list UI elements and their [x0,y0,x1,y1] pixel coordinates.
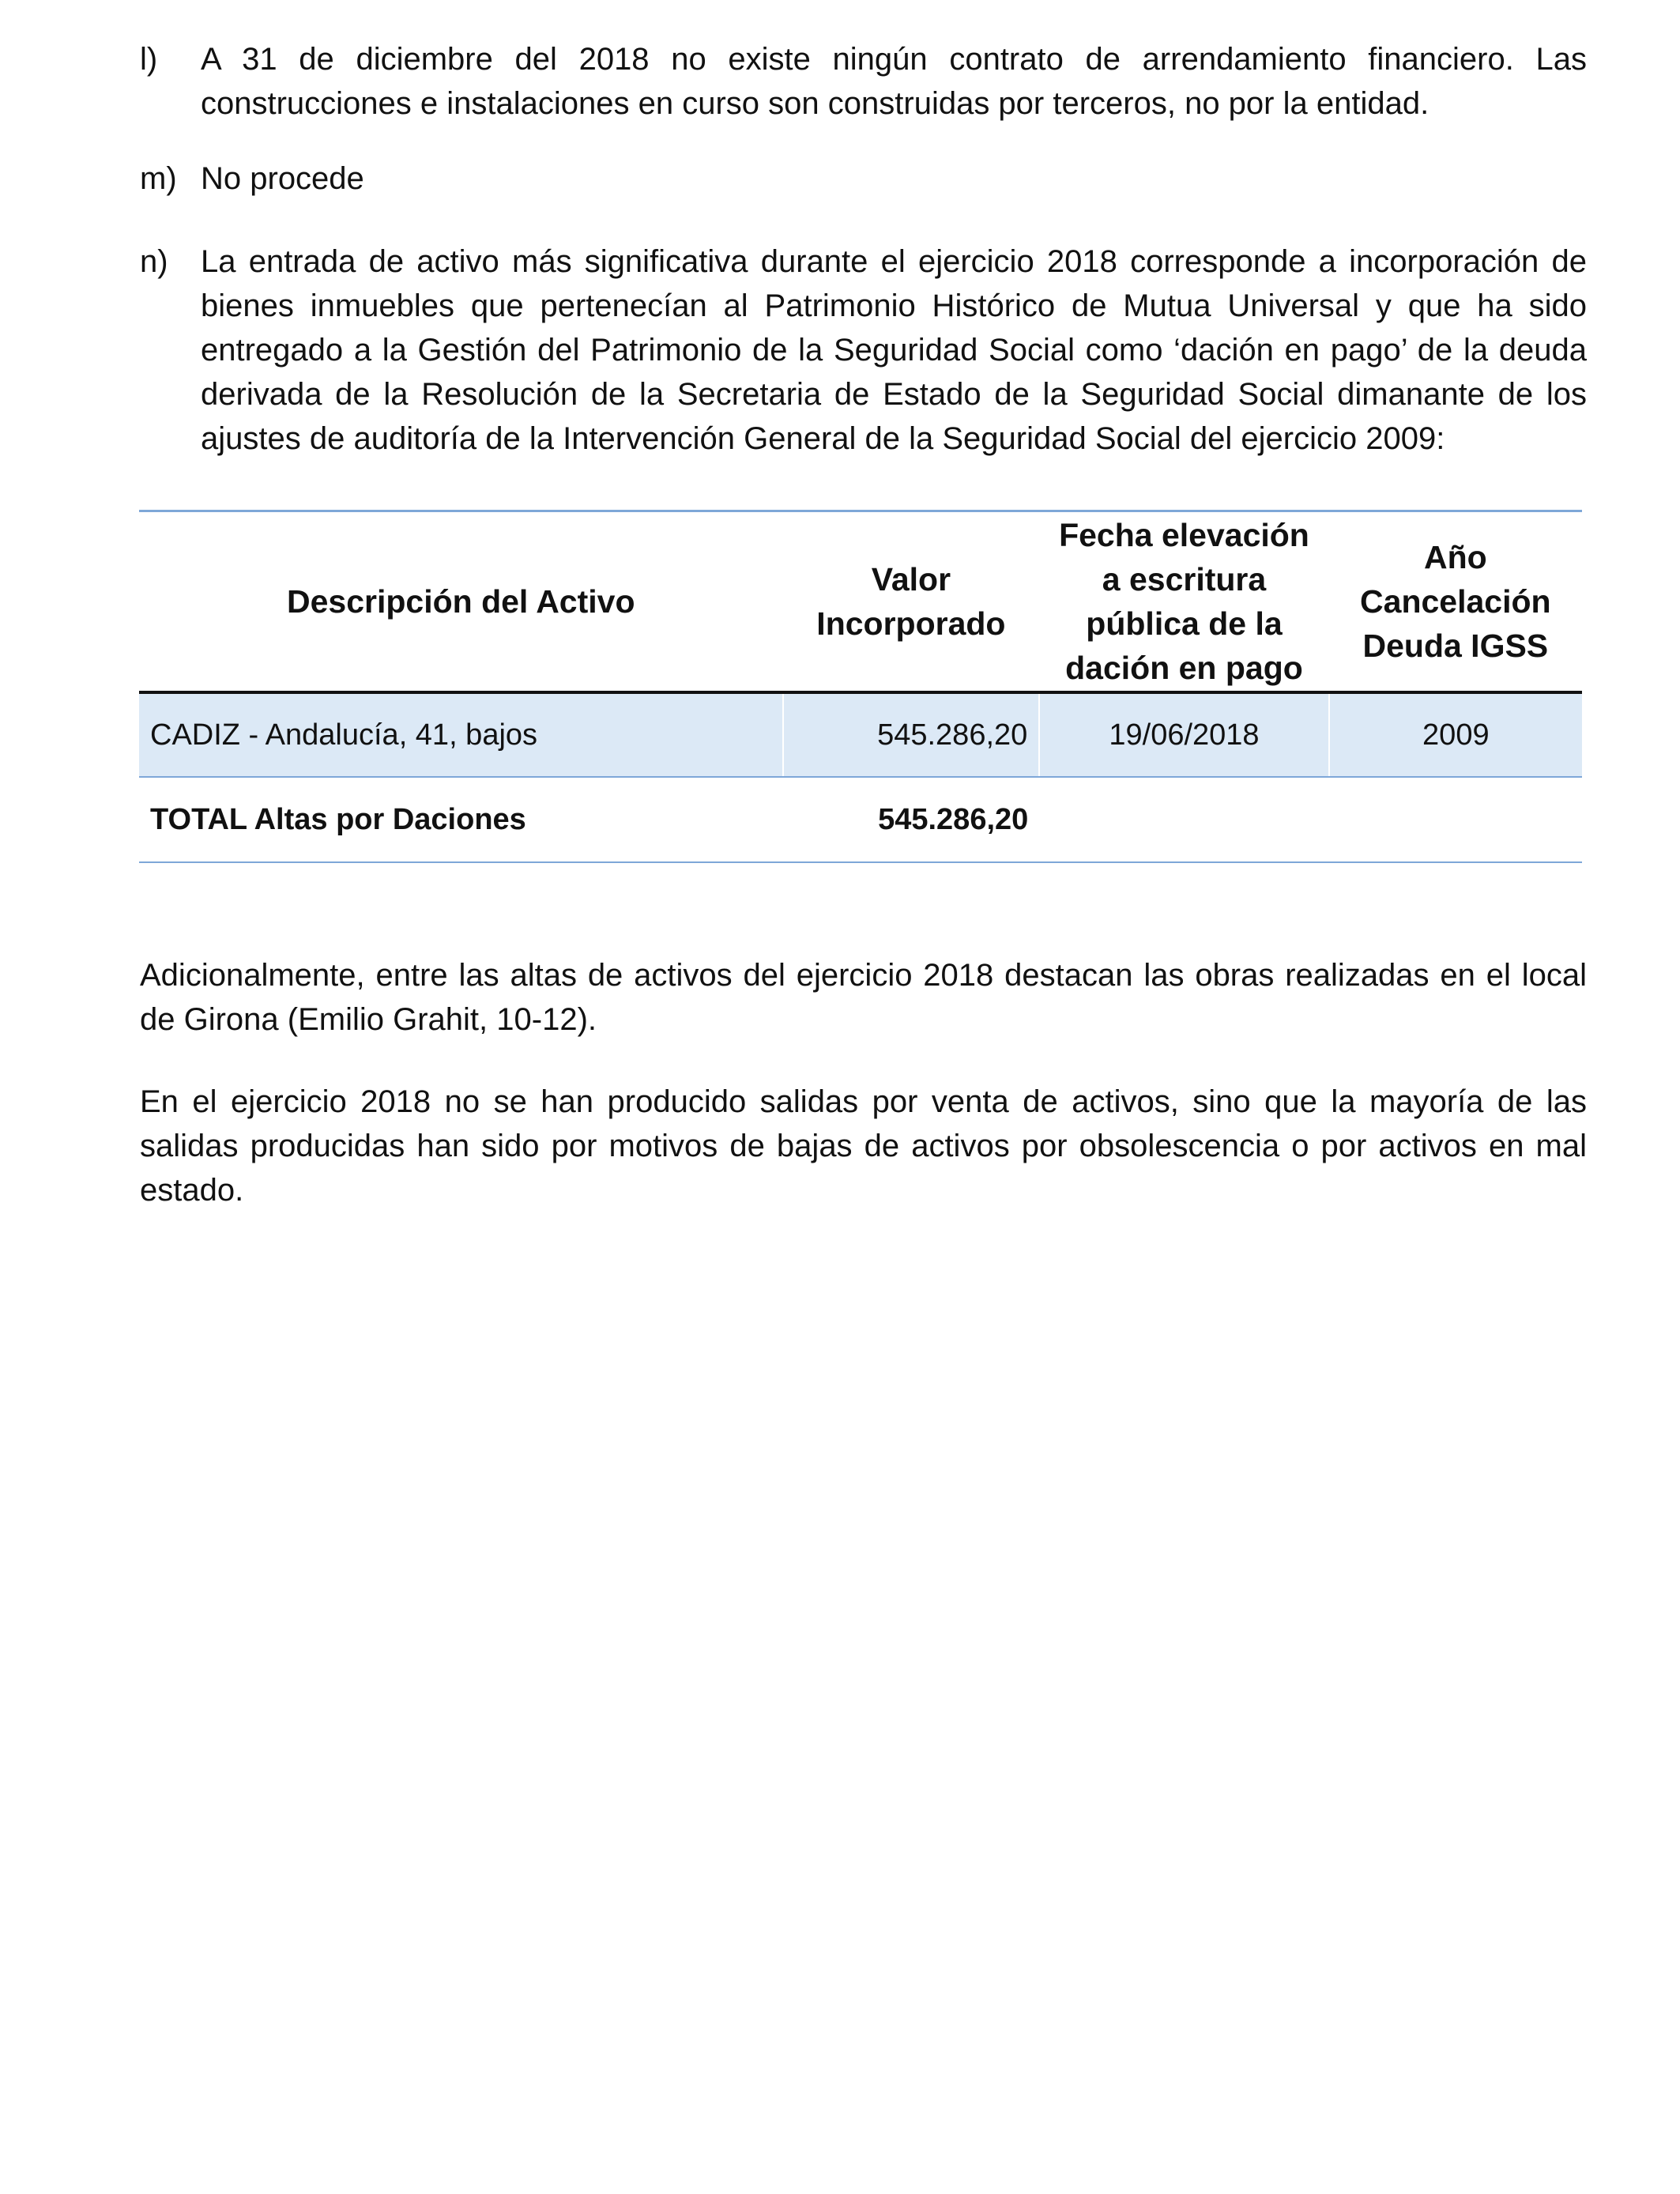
total-empty-year [1329,777,1582,862]
header-description: Descripción del Activo [139,511,783,693]
list-item-text: La entrada de activo más significativa durante el ejercicio 2018 corresponde a incorporación de bienes inmuebles que pertenecían al Patrimonio Histórico de Mutua Universal y que ha sido entregado a la Gestión del Patrimonio de la Seguridad Social como ‘dación en pago’ de la deuda derivada de la Resolución de la Secretaria de Estado de la Seguridad Social dimanante de los ajustes de auditoría de la Intervención General de la Seguridad Social del ejercicio 2009: [201,244,1587,456]
table-row [139,692,1582,777]
cell-date: 19/06/2018 [1039,692,1328,777]
cell-year: 2009 [1329,692,1582,777]
list-item-n [140,239,1587,461]
total-label: TOTAL Altas por Daciones [139,777,783,862]
list-marker: l) [140,42,158,77]
list-marker: n) [140,244,168,279]
header-value: Valor Incorporado [783,511,1040,693]
cell-description: CADIZ - Andalucía, 41, bajos [139,692,783,777]
table-header-row [139,511,1582,693]
list-item-text: A 31 de diciembre del 2018 no existe ningún contrato de arrendamiento financiero. Las construcciones e instalaciones en curso son construidas por terceros, no por la entidad. [201,42,1587,121]
total-value: 545.286,20 [783,777,1040,862]
list-item-text: No procede [201,161,364,196]
paragraph-disposals: En el ejercicio 2018 no se han producido salidas por venta de activos, sino que la mayoría de las salidas producidas han sido por motivos de bajas de activos por obsolescencia o por activos en mal estado. [140,1084,1587,1208]
list-marker: m) [140,161,177,196]
paragraph-additional: Adicionalmente, entre las altas de activos del ejercicio 2018 destacan las obras realizadas en el local de Girona (Emilio Grahit, 10-12). [140,958,1587,1037]
total-empty-date [1039,777,1328,862]
header-date: Fecha elevación a escritura pública de la dación en pago [1039,511,1328,693]
assets-table [139,510,1582,863]
header-year: Año Cancelación Deuda IGSS [1329,511,1582,693]
list-item-l [140,37,1587,126]
cell-value: 545.286,20 [783,692,1040,777]
table-total-row [139,777,1582,862]
list-item-m [140,156,1587,201]
